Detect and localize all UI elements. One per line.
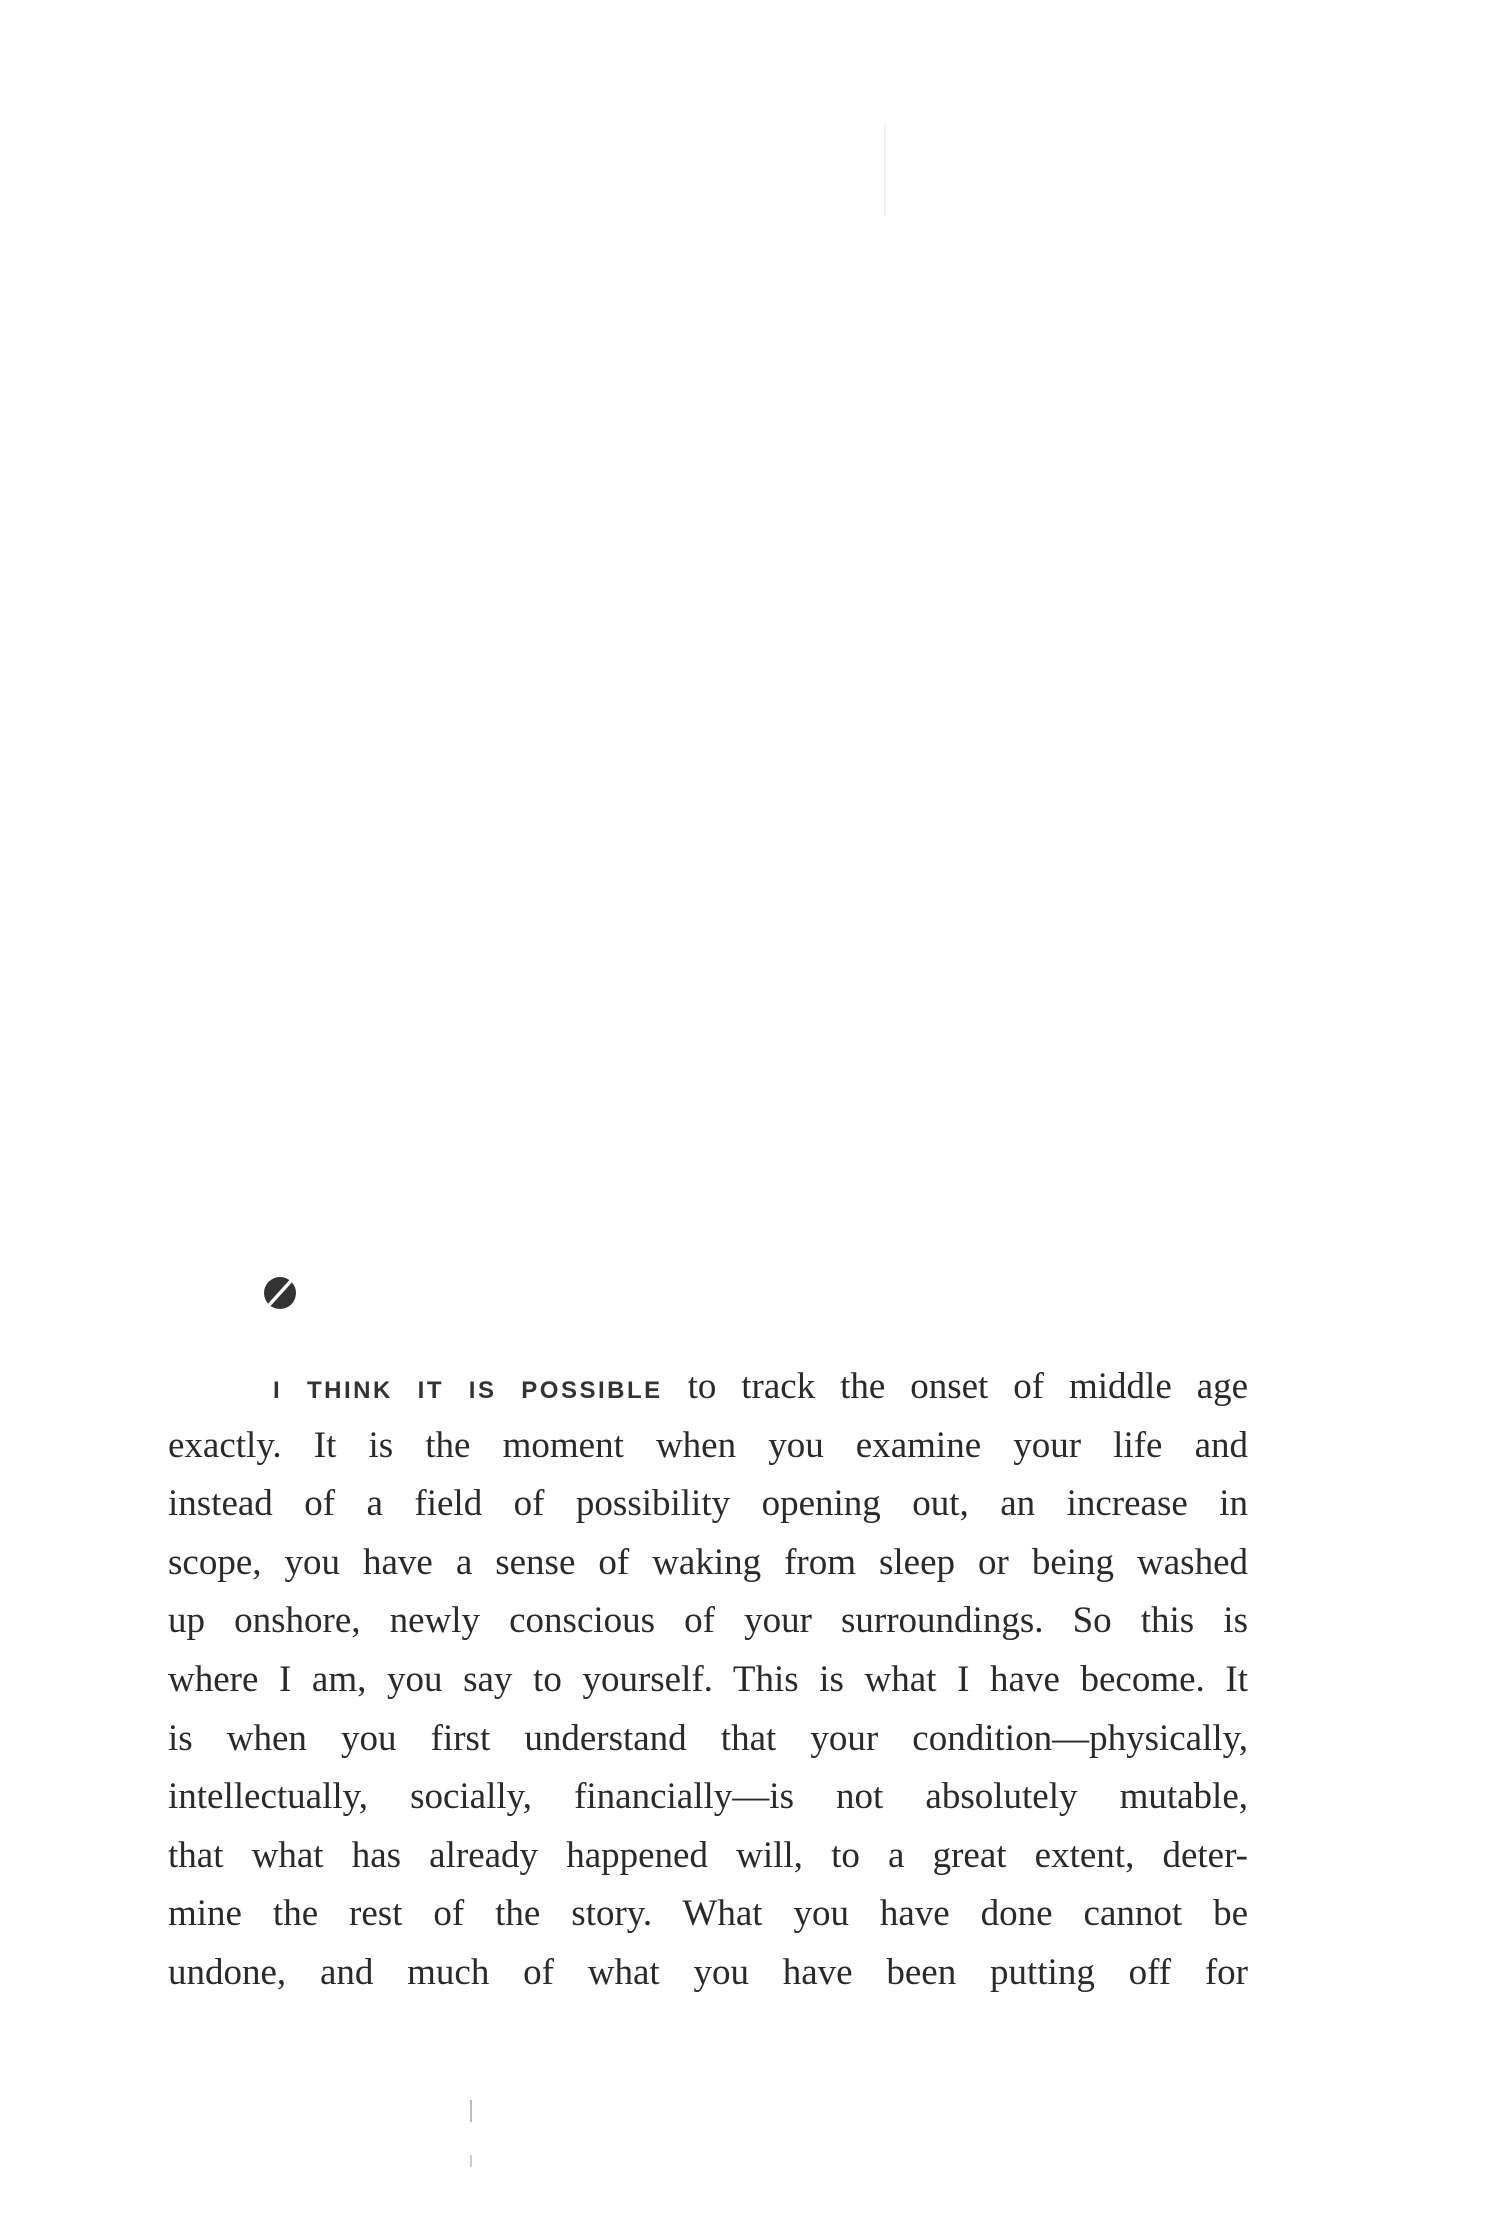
lead-in-smallcaps: I THINK IT IS POSSIBLE [273,1377,663,1404]
paragraph-line: that what has already happened will, to a great extent, deter- [168,1834,1248,1876]
scan-artifact-top [884,125,886,215]
paragraph-line: undone, and much of what you have been putting off for [168,1951,1248,1993]
paragraph-line: up onshore, newly conscious of your surroundings. So this is [168,1600,1248,1642]
paragraph-line [168,1358,1248,1417]
line-text: to track the onset of middle age [662,1366,1248,1407]
scan-artifact-bottom-2 [470,2155,472,2167]
paragraph-line: mine the rest of the story. What you have done cannot be [168,1893,1248,1935]
paragraph-line: exactly. It is the moment when you examine your life and [168,1424,1248,1466]
paragraph-line: instead of a field of possibility opening out, an increase in [168,1483,1248,1525]
slashed-circle-ornament-icon [262,1275,298,1311]
scan-artifact-bottom [470,2100,472,2122]
body-paragraph [168,1358,1248,2003]
paragraph-line: is when you first understand that your condition—physically, [168,1717,1248,1759]
paragraph-line: scope, you have a sense of waking from sleep or being washed [168,1541,1248,1583]
paragraph-line: where I am, you say to yourself. This is what I have become. It [168,1658,1248,1700]
paragraph-line: intellectually, socially, financially—is not absolutely mutable, [168,1776,1248,1818]
